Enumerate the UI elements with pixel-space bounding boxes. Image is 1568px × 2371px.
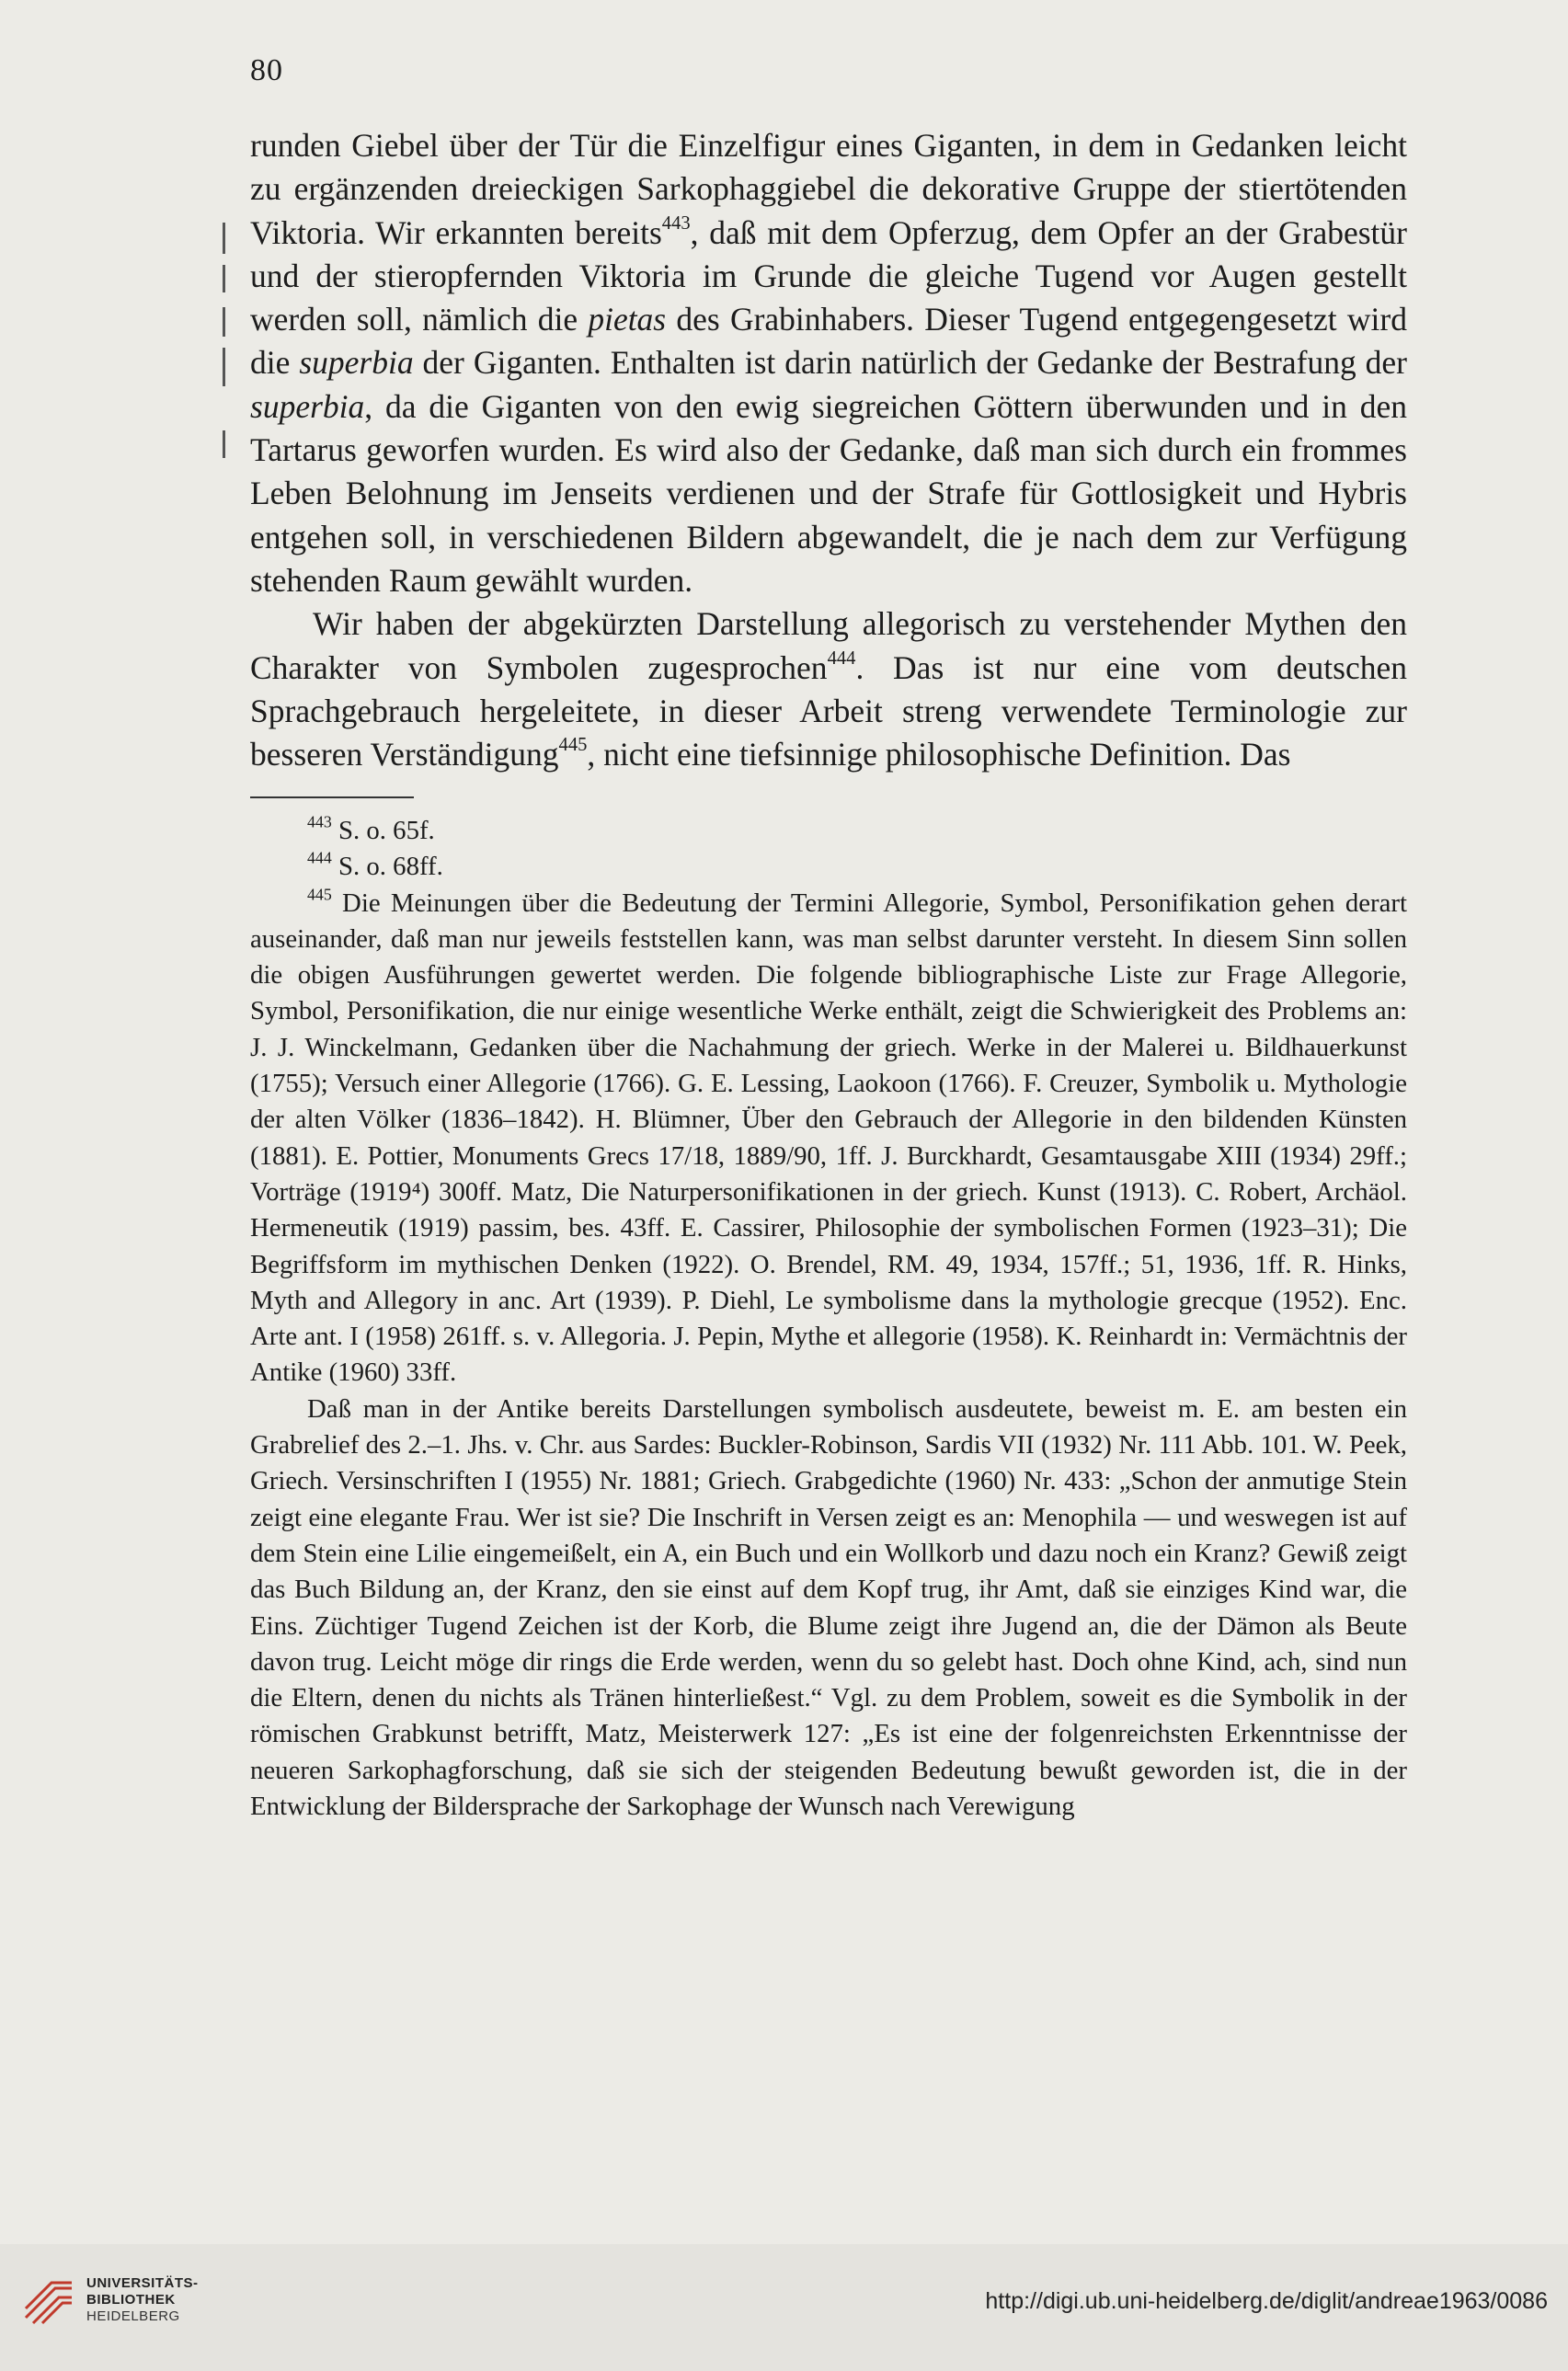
italic-term: superbia (250, 387, 365, 425)
footnote (250, 849, 1407, 885)
footnote-number: 445 (307, 885, 332, 904)
text-run: der Giganten. Enthalten ist darin natürlich der Gedanke der Bestrafung der (413, 344, 1407, 382)
text-run: des Grabinhabers. Dieser Tugend entgegengesetzt wird die (250, 301, 1407, 382)
footnote-text: Die Meinungen über die Bedeutung der Termini Allegorie, Symbol, Personifikation gehen derart auseinander, daß man nur jeweils feststellen kann, was man selbst darunter versteht. In diesem Sinn sollen die obigen Ausführungen gewertet werden. Die folgende bibliographische Liste zur Frage Allegorie, Symbol, Personifikation, die nur einige wesentliche Werke enthält, zeigt die Schwierigkeit des Problems an: J. J. Winckelmann, Gedanken über die Nachahmung der griech. Werke in der Malerei u. Bildhauerkunst (1755); Versuch einer Allegorie (1766). G. E. Lessing, Laokoon (1766). F. Creuzer, Symbolik u. Mythologie der alten Völker (1836–1842). H. Blümner, Über den Gebrauch der Allegorie in den bildenden Künsten (1881). E. Pottier, Monuments Grecs 17/18, 1889/90, 1ff. J. Burckhardt, Gesamtausgabe XIII (1934) 29ff.; Vorträge (1919⁴) 300ff. Matz, Die Naturpersonifikationen in der griech. Kunst (1913). C. Robert, Archäol. Hermeneutik (1919) passim, bes. 43ff. E. Cassirer, Philosophie der symbolischen Formen (1923–31); Die Begriffsform im mythischen Denken (1922). O. Brendel, RM. 49, 1934, 157ff.; 51, 1936, 1ff. R. Hinks, Myth and Allegory in anc. Art (1939). P. Diehl, Le symbolisme dans la mythologie grecque (1952). Enc. Arte ant. I (1958) 261ff. s. v. Allegoria. J. Pepin, Mythe et allegorie (1958). K. Reinhardt in: Vermächtnis der Antike (1960) 33ff. (250, 888, 1407, 1388)
footnote (250, 886, 1407, 1392)
footnote-ref: 443 (661, 212, 691, 234)
body-paragraph (250, 124, 1407, 602)
margin-mark (223, 265, 225, 292)
footnote-ref: 445 (558, 735, 588, 756)
footnotes (250, 813, 1407, 1825)
footnote-number: 443 (307, 812, 332, 831)
body-paragraph (250, 602, 1407, 776)
italic-term: superbia (299, 344, 414, 382)
footnote-list (250, 813, 1407, 1392)
footnote-number: 444 (307, 848, 332, 867)
body-text (250, 124, 1407, 776)
margin-mark (223, 307, 225, 337)
source-url-link[interactable]: http://digi.ub.uni-heidelberg.de/diglit/andreae1963/0086 (985, 2288, 1548, 2314)
library-name (86, 2275, 199, 2325)
footnote (250, 813, 1407, 849)
footnote-ref: 444 (827, 647, 856, 669)
text-run: Wir haben der abgekürzten Darstellung allegorisch zu verstehender Mythen den Charakter von Symbolen zugesprochen (250, 605, 1407, 686)
page-number: 80 (250, 53, 283, 87)
text-run: , daß mit dem Opferzug, dem Opfer an der Grabestür und der stieropfernden Viktoria im Grunde die gleiche Tugend vor Augen gestellt werden soll, nämlich die (250, 213, 1407, 338)
library-line: HEIDELBERG (86, 2308, 180, 2324)
library-line: UNIVERSITÄTS- (86, 2275, 199, 2291)
text-run: , da die Giganten von den ewig siegreichen Göttern überwunden und in den Tartarus geworfen wurden. Es wird also der Gedanke, daß man sich durch ein frommes Leben Belohnung im Jenseits verdienen und der Strafe für Gottlosigkeit und Hybris entgehen soll, in verschiedenen Bildern abgewandelt, die je nach dem zur Verfügung stehenden Raum gewählt wurden. (250, 387, 1407, 599)
footnote-continuation: Daß man in der Antike bereits Darstellungen symbolisch ausdeutete, beweist m. E. am besten ein Grabrelief des 2.–1. Jhs. v. Chr. aus Sardes: Buckler-Robinson, Sardis VII (1932) Nr. 111 Abb. 101. W. Peek, Griech. Versinschriften I (1955) Nr. 1881; Griech. Grabgedichte (1960) Nr. 433: „Schon der anmutige Stein zeigt eine elegante Frau. Wer ist sie? Die Inschrift in Versen zeigt es an: Menophila — und weswegen ist auf dem Stein eine Lilie eingemeißelt, ein A, ein Buch und ein Wollkorb und dazu noch ein Kranz? Gewiß zeigt das Buch Bildung an, der Kranz, den sie einst auf dem Kopf trug, ihr Amt, daß sie einziges Kind war, die Eins. Züchtiger Tugend Zeichen ist der Korb, die Blume zeigt ihre Jugend an, die der Dämon als Beute davon trug. Leicht möge dir rings die Erde werden, wenn du so gelebt hast. Doch ohne Kind, ach, sind nun die Eltern, denen du nichts als Tränen hinterließest.“ Vgl. zu dem Problem, soweit es die Symbolik in der römischen Grabkunst betrifft, Matz, Meisterwerk 127: „Es ist eine der folgenreichsten Erkenntnisse der neueren Sarkophagforschung, daß sie sich der steigenden Bedeutung bewußt geworden ist, die in der Entwicklung der Bildersprache der Sarkophage der Wunsch nach Verewigung (250, 1393, 1407, 1822)
footnote-text: S. o. 65f. (331, 816, 435, 845)
library-line: BIBLIOTHEK (86, 2292, 176, 2308)
text-run: . Das ist nur eine vom deutschen Sprachgebrauch hergeleitete, in dieser Arbeit streng verwendete Terminologie zur besseren Verständigung (250, 648, 1407, 773)
margin-mark (223, 348, 225, 386)
margin-mark (223, 223, 225, 254)
footnote-separator (250, 796, 414, 798)
text-run: runden Giebel über der Tür die Einzelfigur eines Giganten, in dem in Gedanken leicht zu ergänzenden dreieckigen Sarkophaggiebel die dekorative Gruppe der stiertötenden Viktoria. Wir erkannten bereits (250, 127, 1407, 251)
ub-heidelberg-logo-icon (20, 2272, 77, 2329)
text-run: , nicht eine tiefsinnige philosophische Definition. Das (587, 736, 1291, 773)
italic-term: pietas (588, 301, 667, 338)
viewer-footer (0, 2244, 1568, 2371)
margin-mark (223, 430, 225, 458)
footnote-text: S. o. 68ff. (331, 852, 443, 882)
